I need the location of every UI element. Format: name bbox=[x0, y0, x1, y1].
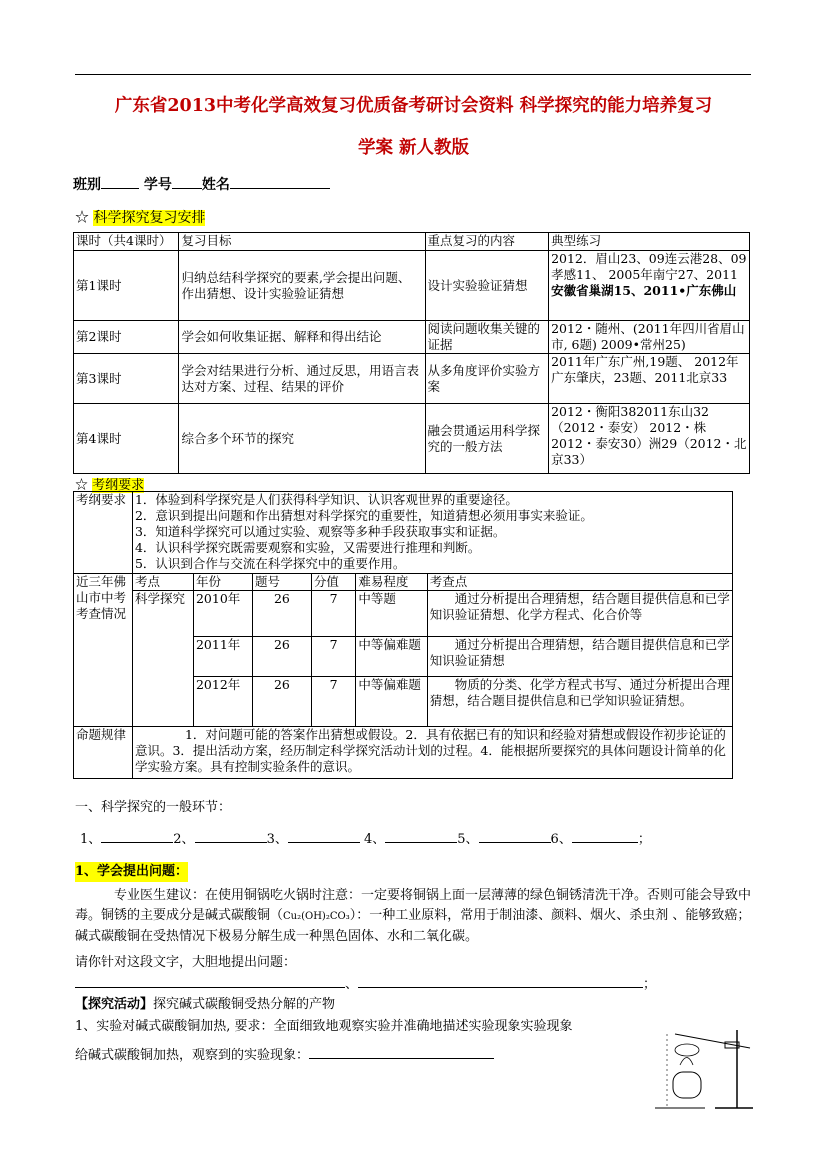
content-cell: 设计实验验证猜想 bbox=[425, 251, 549, 321]
practice-cell: 2012・随州、(2011年四川省眉山市, 6题) 2009•常州25) bbox=[549, 321, 750, 354]
step-blank-2[interactable] bbox=[195, 829, 267, 843]
student-info bbox=[73, 174, 330, 194]
doc-title-line1: 广东省2013中考化学高效复习优质备考研讨会资料 科学探究的能力培养复习 bbox=[114, 96, 713, 116]
lab-apparatus-illustration bbox=[655, 1020, 755, 1110]
content-cell: 融会贯通运用科学探究的一般方法 bbox=[425, 404, 549, 474]
formula: Cu₂(OH)₂CO₃ bbox=[283, 911, 350, 922]
part1-blanks: 1、 2、 3、 4、 5、 6、 ； bbox=[80, 829, 651, 850]
table-row: 科学探究 2010年 26 7 中等题 通过分析提出合理猜想，结合题目提供信息和已学知识验证猜想、化学方程式、化合价等 bbox=[74, 591, 733, 637]
rule-label: 命题规律 bbox=[74, 727, 133, 779]
lesson-cell: 第3课时 bbox=[74, 354, 179, 404]
lesson-cell: 第2课时 bbox=[74, 321, 179, 354]
table-row bbox=[74, 404, 750, 474]
table-row: 2012年 26 7 中等偏难题 物质的分类、化学方程式书写、通过分析提出合理猜想，结合题目提供信息和已学知识验证猜想。 bbox=[74, 677, 733, 727]
class-label: 班别 bbox=[73, 177, 101, 193]
section-plan-heading bbox=[75, 207, 205, 227]
step-blank-5[interactable] bbox=[479, 829, 551, 843]
part1-heading: 一、科学探究的一般环节： bbox=[75, 800, 232, 815]
plan-header-lesson: 课时（共4课时） bbox=[74, 233, 179, 251]
practice-cell: 2012．眉山23、09连云港28、09孝感11、 2005年南宁27、2011 安徽省巢湖15、2011•广东佛山 bbox=[549, 251, 750, 321]
goal-cell: 学会对结果进行分析、通过反思，用语言表达对方案、过程、结果的评价 bbox=[179, 354, 425, 404]
goal-cell: 归纳总结科学探究的要素,学会提出问题、作出猜想、设计实验验证猜想 bbox=[179, 251, 425, 321]
star-icon: ☆ bbox=[75, 478, 89, 493]
table-row: 2011年 26 7 中等偏难题 通过分析提出合理猜想，结合题目提供信息和已学知识验证猜想 bbox=[74, 637, 733, 677]
plan-table bbox=[73, 232, 750, 474]
recent-label: 近三年佛山市中考考查情况 bbox=[74, 574, 133, 727]
section-plan-label: 科学探究复习安排 bbox=[93, 210, 206, 226]
activity-line2: 给碱式碳酸铜加热，观察到的实验现象： bbox=[75, 1045, 494, 1066]
requirements-label: 考纲要求 bbox=[74, 492, 133, 574]
step-blank-6[interactable] bbox=[572, 829, 638, 843]
requirement-item: 3．知道科学探究可以通过实验、观察等多种手段获取事实和证据。 bbox=[134, 524, 506, 539]
question-blank-1[interactable] bbox=[75, 974, 345, 988]
step-blank-1[interactable] bbox=[101, 829, 173, 843]
activity-line1: 1、实验对碱式碳酸铜加热, 要求：全面细致地观察实验并准确地描述实验现象实验现象 bbox=[75, 1019, 573, 1034]
plan-header-goal: 复习目标 bbox=[179, 233, 425, 251]
plan-header-practice: 典型练习 bbox=[549, 233, 750, 251]
observation-blank[interactable] bbox=[309, 1045, 494, 1059]
question-blanks: 、 ； bbox=[75, 974, 656, 995]
article-paragraph: 专业医生建议：在使用铜锅吃火锅时注意：一定要将铜锅上面一层薄薄的绿色铜锈清洗干净。否则可能会导致中毒。铜锈的主要成分是碱式碳酸铜（Cu₂(OH)₂CO₃）：一种工业原料，常用于制油漆、颜料、烟火、杀虫剂 、能够致癌；碱式碳酸铜在受热情况下极易分解生成一种黑色固体、水和二氧化碳。 bbox=[75, 888, 752, 944]
lesson-cell: 第1课时 bbox=[74, 251, 179, 321]
table-row bbox=[74, 354, 750, 404]
class-blank[interactable] bbox=[101, 175, 139, 189]
id-label: 学号 bbox=[143, 177, 172, 193]
question-blank-2[interactable] bbox=[358, 974, 643, 988]
practice-cell: 2011年广东广州,19题、 2012年广东肇庆，23题、2011北京33 bbox=[549, 354, 750, 404]
plan-header-content: 重点复习的内容 bbox=[425, 233, 549, 251]
step-blank-4[interactable] bbox=[385, 829, 457, 843]
part2-heading: 1、学会提出问题： bbox=[75, 862, 188, 882]
goal-cell: 综合多个环节的探究 bbox=[179, 404, 425, 474]
name-label: 姓名 bbox=[201, 177, 230, 193]
rule-text: 1．对问题可能的答案作出猜想或假设。2．具有依据已有的知识和经验对猜想或假设作初步论证的意识。3．提出活动方案，经历制定科学探究活动计划的过程。4．能根据所要探究的具体问题设计简单的化学实验方案。具有控制实验条件的意识。 bbox=[132, 727, 732, 779]
section-outline-label: 考纲要求 bbox=[92, 478, 145, 493]
prompt-text: 请你针对这段文字，大胆地提出问题： bbox=[75, 955, 297, 970]
activity-heading: 【探究活动】探究碱式碳酸铜受热分解的产物 bbox=[75, 997, 336, 1012]
content-cell: 从多角度评价实验方案 bbox=[425, 354, 549, 404]
table-row bbox=[74, 492, 733, 574]
requirement-item: 2．意识到提出问题和作出猜想对科学探究的重要性，知道猜想必须用事实来验证。 bbox=[134, 508, 593, 523]
header-rule bbox=[75, 74, 751, 75]
requirements-cell bbox=[132, 492, 732, 574]
topic-cell: 科学探究 bbox=[132, 591, 193, 727]
step-blank-3[interactable] bbox=[288, 829, 360, 843]
table-row bbox=[74, 321, 750, 354]
practice-cell: 2012・衡阳382011东山32（2012・泰安） 2012・株2012・泰安30）洲29（2012・北京33） bbox=[549, 404, 750, 474]
name-blank[interactable] bbox=[230, 175, 330, 189]
star-icon: ☆ bbox=[75, 210, 89, 226]
outline-table bbox=[73, 491, 733, 779]
requirement-item: 1．体验到科学探究是人们获得科学知识、认识客观世界的重要途径。 bbox=[134, 492, 518, 507]
table-row bbox=[74, 727, 733, 779]
doc-title-line2: 学案 新人教版 bbox=[357, 138, 470, 158]
content-cell: 阅读问题收集关键的证据 bbox=[425, 321, 549, 354]
table-row: 近三年佛山市中考考查情况 考点 年份 题号 分值 难易程度 考查点 bbox=[74, 574, 733, 591]
requirement-item: 5．认识到合作与交流在科学探究中的重要作用。 bbox=[134, 556, 406, 571]
requirement-item: 4．认识科学探究既需要观察和实验，又需要进行推理和判断。 bbox=[134, 540, 481, 555]
lesson-cell: 第4课时 bbox=[74, 404, 179, 474]
id-blank[interactable] bbox=[172, 175, 202, 189]
table-row bbox=[74, 251, 750, 321]
goal-cell: 学会如何收集证据、解释和得出结论 bbox=[179, 321, 425, 354]
